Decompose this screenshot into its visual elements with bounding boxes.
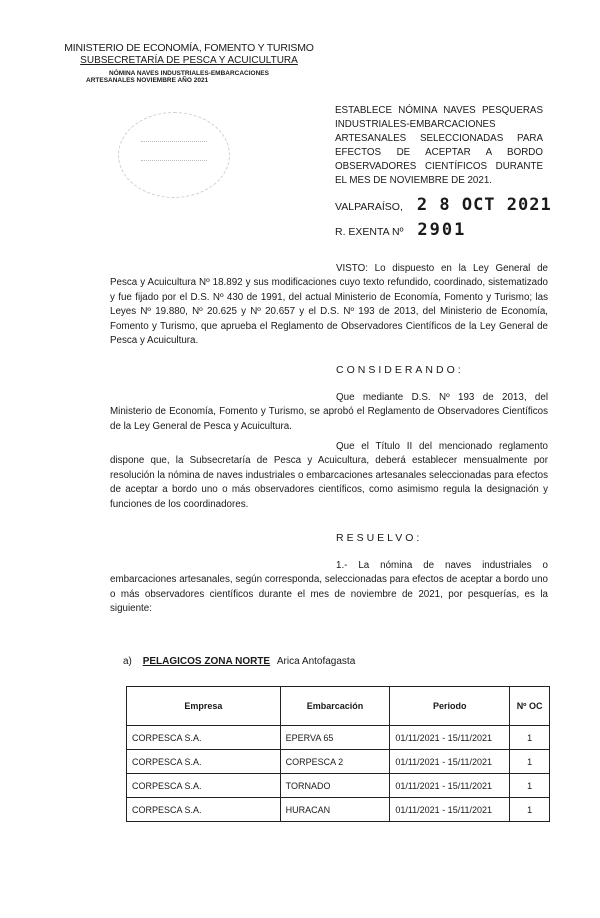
table-row — [127, 798, 550, 822]
cell-empresa: CORPESCA S.A. — [127, 750, 281, 774]
considerando-paragraph-1: Que mediante D.S. Nº 193 de 2013, del Ministerio de Economía, Fomento y Turismo, se aprobó el Reglamento de Observadores Científicos de la Ley General de Pesca y Acuicultura. — [110, 392, 548, 432]
cell-periodo: 01/11/2021 - 15/11/2021 — [390, 726, 510, 750]
cell-oc: 1 — [510, 726, 550, 750]
place-date-line — [335, 195, 552, 215]
considerando-heading: CONSIDERANDO: — [336, 364, 464, 376]
letterhead — [64, 42, 314, 84]
exenta-label: R. EXENTA Nº — [335, 226, 404, 238]
visto-paragraph: VISTO: Lo dispuesto en la Ley General de Pesca y Acuicultura Nº 18.892 y sus modificaciones cuyo texto refundido, coordinado, sistematizado y fue fijado por el D.S. Nº 430 de 1991, del actual Ministerio de Economía, Fomento y Turismo; las Leyes Nº 19.880, Nº 20.625 y Nº 20.657 y el D.S. Nº 193 de 2013, del Ministerio de Economía, Fomento y Turismo, que aprueba el Reglamento de Observadores Científicos de la Ley General de Pesca y Acuicultura. — [110, 263, 548, 347]
table-row — [127, 726, 550, 750]
cell-oc: 1 — [510, 774, 550, 798]
official-seal-stamp — [118, 112, 230, 198]
resuelvo-heading: RESUELVO: — [336, 532, 423, 544]
cell-periodo: 01/11/2021 - 15/11/2021 — [390, 750, 510, 774]
section-a-heading — [123, 656, 355, 667]
cell-empresa: CORPESCA S.A. — [127, 798, 281, 822]
ministry-name: MINISTERIO DE ECONOMÍA, FOMENTO Y TURISMO — [64, 42, 314, 54]
cell-empresa: CORPESCA S.A. — [127, 726, 281, 750]
cell-embarcacion: EPERVA 65 — [280, 726, 390, 750]
cell-periodo: 01/11/2021 - 15/11/2021 — [390, 774, 510, 798]
exenta-line — [335, 220, 466, 240]
table-row — [127, 750, 550, 774]
table-row — [127, 774, 550, 798]
column-header-empresa: Empresa — [127, 687, 281, 726]
section-a-title: PELAGICOS ZONA NORTE — [142, 656, 271, 667]
cell-periodo: 01/11/2021 - 15/11/2021 — [390, 798, 510, 822]
table-header-row — [127, 687, 550, 726]
vessel-nomination-table — [126, 686, 550, 822]
section-a-region: Arica Antofagasta — [276, 656, 356, 667]
cell-embarcacion: TORNADO — [280, 774, 390, 798]
document-reference-line-1: NÓMINA NAVES INDUSTRIALES-EMBARCACIONES — [109, 70, 269, 77]
cell-empresa: CORPESCA S.A. — [127, 774, 281, 798]
column-header-oc: Nº OC — [510, 687, 550, 726]
column-header-embarcacion: Embarcación — [280, 687, 390, 726]
section-a-letter: a) — [123, 656, 132, 667]
resuelvo-paragraph-1: 1.- La nómina de naves industriales o embarcaciones artesanales, según corresponda, seleccionadas para efectos de aceptar a bordo uno o más observadores científicos durante el mes de noviembre de 2021, por pesquerías, es la siguiente: — [110, 560, 548, 615]
cell-embarcacion: HURACAN — [280, 798, 390, 822]
document-reference-line-2: ARTESANALES NOVIEMBRE AÑO 2021 — [86, 77, 209, 84]
exenta-number: 2901 — [417, 220, 467, 240]
date-stamp: 2 8 OCT 2021 — [416, 195, 552, 215]
resolution-subject: ESTABLECE NÓMINA NAVES PESQUERAS INDUSTRIALES-EMBARCACIONES ARTESANALES SELECCIONADAS PARA EFECTOS DE ACEPTAR A BORDO OBSERVADORES CIENTÍFICOS DURANTE EL MES DE NOVIEMBRE DE 2021. — [335, 105, 543, 186]
subsecretaria-name: SUBSECRETARÍA DE PESCA Y ACUICULTURA — [80, 55, 298, 66]
column-header-periodo: Periodo — [390, 687, 510, 726]
place-label: VALPARAÍSO, — [335, 201, 403, 213]
considerando-paragraph-2: Que el Título II del mencionado reglamento dispone que, la Subsecretaría de Pesca y Acuicultura, deberá establecer mensualmente por resolución la nómina de naves industriales o embarcaciones artesanales seleccionadas para efectos de aceptar a bordo uno o más observadores científicos, como asimismo regula la designación y funciones de los coordinadores. — [110, 441, 548, 510]
cell-oc: 1 — [510, 750, 550, 774]
cell-embarcacion: CORPESCA 2 — [280, 750, 390, 774]
cell-oc: 1 — [510, 798, 550, 822]
